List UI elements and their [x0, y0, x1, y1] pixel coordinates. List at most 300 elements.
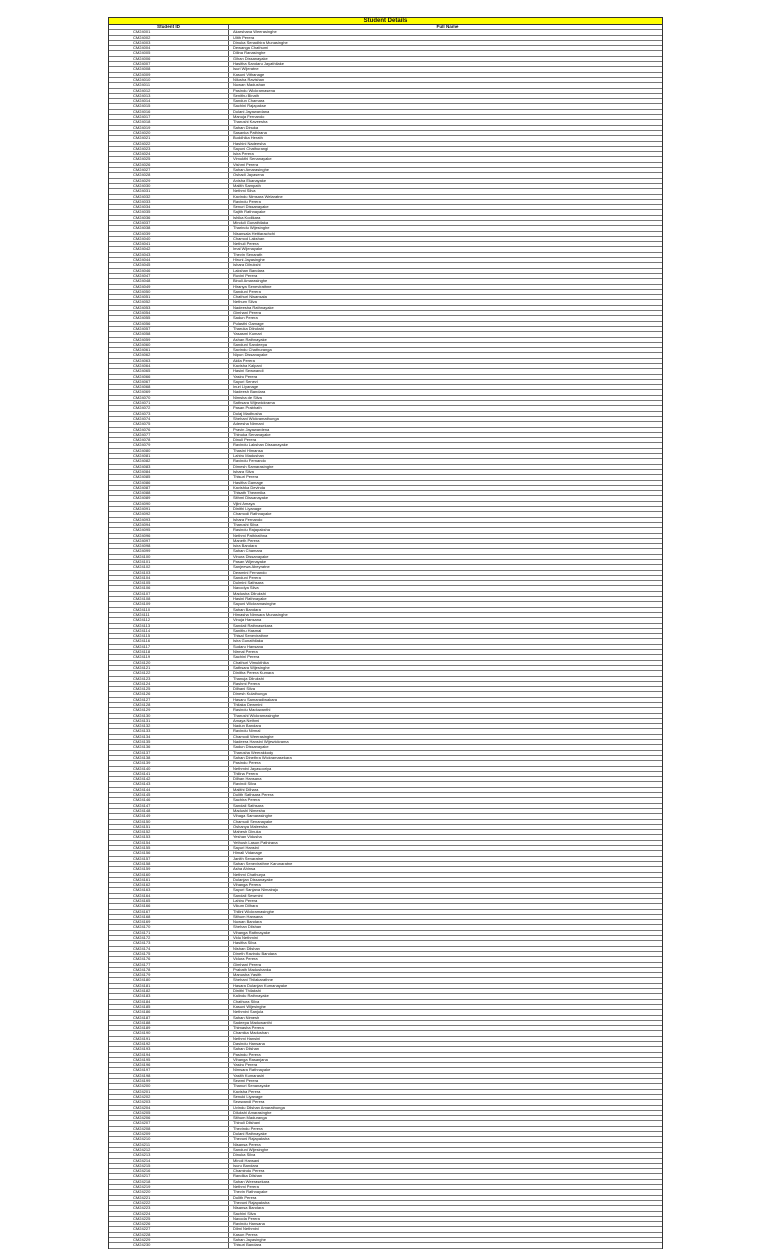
full-name-cell: Thilina Perera: [233, 771, 258, 776]
full-name-cell: Yasiru Perera: [233, 374, 258, 379]
student-id-cell: CM24091: [109, 507, 229, 511]
full-name-cell: Lakshan Bandara: [233, 268, 265, 273]
student-id-cell: CM24078: [109, 438, 229, 442]
student-id-cell: CM24043: [109, 253, 229, 257]
full-name-cell: Thasini Himansa: [233, 448, 263, 453]
full-name-cell: Vihanga Rasanjana: [233, 1057, 268, 1062]
full-name-cell: Gihan Dissanayake: [233, 56, 268, 61]
student-id-cell: CM24212: [109, 1148, 229, 1152]
student-id-cell: CM24076: [109, 428, 229, 432]
student-id-cell: CM24053: [109, 306, 229, 310]
full-name-cell: Lahiru Madushan: [233, 454, 264, 459]
full-name-cell: Pravin Jayawardena: [233, 427, 270, 432]
student-id-cell: CM24119: [109, 655, 229, 659]
student-id-cell: CM24096: [109, 534, 229, 538]
student-id-cell: CM24019: [109, 126, 229, 130]
full-name-cell: Dilhan Hansana: [233, 777, 262, 782]
full-name-cell: Hiranya Senevirathne: [233, 284, 272, 289]
full-name-cell: Anisha Ekanayake: [233, 178, 267, 183]
full-name-cell: Tharindu Wijesinghe: [233, 226, 270, 231]
student-id-cell: CM24157: [109, 857, 229, 861]
full-name-cell: Sanduni Sandeepa: [233, 342, 268, 347]
full-name-cell: Inuri Liyanage: [233, 385, 259, 390]
student-id-cell: CM24041: [109, 242, 229, 246]
full-name-cell: Sanduni Perera: [233, 575, 261, 580]
full-name-cell: Sayuni Wickramasinghe: [233, 602, 276, 607]
student-id-cell: CM24141: [109, 772, 229, 776]
student-id-cell: CM24198: [109, 1074, 229, 1078]
full-name-cell: Thisuri Perera: [233, 475, 259, 480]
full-name-cell: Vikum Dilhara: [233, 904, 258, 909]
student-id-cell: CM24143: [109, 782, 229, 786]
student-id-cell: CM24187: [109, 1016, 229, 1020]
full-name-cell: Lahiru Perera: [233, 898, 258, 903]
student-id-cell: CM24163: [109, 888, 229, 892]
student-id-cell: CM24171: [109, 931, 229, 935]
student-id-cell: CM24086: [109, 481, 229, 485]
full-name-cell: Sewmi Perera: [233, 1079, 259, 1084]
full-name-cell: Sayuri Hansini: [233, 846, 259, 851]
full-name-cell: Akarshana Weerasinghe: [233, 30, 277, 35]
full-name-cell: Chathura Silva: [233, 999, 260, 1004]
full-name-cell: Ravindu Hansana: [233, 1222, 265, 1227]
full-name-cell: Sandali Rathnasekara: [233, 623, 273, 628]
full-name-cell: Dulaj Madhusha: [233, 411, 262, 416]
full-name-cell: Nethmi Chathurya: [233, 872, 266, 877]
full-name-cell: Hashini Nadeesha: [233, 141, 266, 146]
student-id-cell: CM24027: [109, 168, 229, 172]
student-id-cell: CM24104: [109, 576, 229, 580]
student-id-cell: CM24002: [109, 36, 229, 40]
full-name-cell: Sasanka Pathirana: [233, 130, 267, 135]
student-id-cell: CM24147: [109, 804, 229, 808]
student-details-sheet: [108, 17, 663, 1249]
full-name-cell: Rashmi Perera: [233, 681, 260, 686]
full-name-cell: Dulani Jayawardana: [233, 109, 270, 114]
student-id-cell: CM24008: [109, 67, 229, 71]
full-name-cell: Maneth Perera: [233, 538, 260, 543]
student-id-cell: CM24058: [109, 332, 229, 336]
full-name-cell: Ravindu Fernando: [233, 459, 266, 464]
full-name-cell: Tharushi Wickramasinghe: [233, 713, 280, 718]
student-id-cell: CM24193: [109, 1047, 229, 1051]
full-name-cell: Hasini Rathnayake: [233, 597, 267, 602]
student-id-cell: CM24033: [109, 200, 229, 204]
full-name-cell: Kavisha Kalpani: [233, 364, 262, 368]
full-name-cell: Sandali Sathsara: [233, 803, 264, 808]
full-name-cell: Oshadi Jayasena: [233, 173, 264, 178]
student-id-cell: CM24006: [109, 57, 229, 61]
student-id-cell: CM24226: [109, 1222, 229, 1226]
student-id-cell: CM24203: [109, 1100, 229, 1104]
student-id-cell: CM24195: [109, 1058, 229, 1062]
student-id-cell: CM24161: [109, 878, 229, 882]
full-name-cell: Sachini Perera: [233, 655, 260, 660]
full-name-cell: Thisuri Bandara: [233, 1243, 262, 1248]
full-name-cell: Hasitha Gamage: [233, 480, 264, 485]
full-name-cell: Nimsara Rathnayake: [233, 1068, 271, 1073]
full-name-cell: Sadeepa Maduwanthi: [233, 1020, 272, 1025]
student-id-cell: CM24022: [109, 142, 229, 146]
full-name-cell: Sithum Hansana: [233, 914, 263, 919]
full-name-cell: Nipun Dissanayake: [233, 353, 268, 358]
student-id-cell: CM24225: [109, 1217, 229, 1221]
student-id-cell: CM24084: [109, 470, 229, 474]
full-name-cell: Dilina Ranasinghe: [233, 51, 266, 56]
full-name-cell: Kavindu Nimsara Welaratne: [233, 194, 283, 199]
full-name-cell: Nisansa Bandara: [233, 1206, 264, 1211]
full-name-cell: Nilusha Ravishan: [233, 77, 265, 82]
full-name-cell: Isuri Wijeratne: [233, 67, 259, 72]
full-name-cell: Tharuka Dilrukshi: [233, 326, 265, 331]
student-id-cell: CM24215: [109, 1164, 229, 1168]
student-id-cell: CM24190: [109, 1031, 229, 1035]
full-name-cell: Nethuli Perera: [233, 242, 259, 247]
student-id-cell: CM24114: [109, 629, 229, 633]
full-name-cell: Sadun Dissanayake: [233, 745, 269, 750]
student-id-cell: CM24213: [109, 1153, 229, 1157]
full-name-cell: Ishara Silva: [233, 469, 254, 474]
full-name-cell: Sahan Nimesh: [233, 1015, 260, 1020]
student-id-cell: CM24055: [109, 316, 229, 320]
full-name-cell: Sanjeewa Abeyratne: [233, 565, 270, 570]
student-id-cell: CM24200: [109, 1084, 229, 1088]
full-name-cell: Vimukthi Senanayake: [233, 157, 272, 162]
full-name-cell: Madushi Nimesha: [233, 808, 266, 813]
full-name-cell: Akila Perera: [233, 358, 255, 363]
student-id-cell: CM24137: [109, 751, 229, 755]
full-name-cell: Thevindu Perera: [233, 1126, 263, 1131]
student-id-cell: CM24040: [109, 237, 229, 241]
student-id-cell: CM24132: [109, 724, 229, 728]
student-id-cell: CM24140: [109, 767, 229, 771]
student-id-cell: CM24154: [109, 841, 229, 845]
full-name-cell: Sahan Senevirathne Karunaratne: [233, 861, 293, 866]
full-name-cell: Randika Dilshan: [233, 1174, 263, 1179]
full-name-cell: Sathsara Wijewickrama: [233, 401, 275, 406]
full-name-cell: Sithum Maduranga: [233, 1116, 267, 1121]
full-name-cell: Sachini Rajapakse: [233, 104, 267, 109]
full-name-cell: Ravindi Silva: [233, 782, 257, 787]
full-name-cell: Rasindu Rajapaksha: [233, 528, 270, 533]
full-name-cell: Ravindu Lakshan Dissanayake: [233, 443, 288, 448]
student-id-cell: CM24178: [109, 968, 229, 972]
full-name-cell: Dinesh Kulathunga: [233, 692, 267, 697]
full-name-cell: Pasan Wijenayake: [233, 559, 267, 564]
student-id-cell: CM24172: [109, 936, 229, 940]
student-id-cell: CM24118: [109, 650, 229, 654]
student-id-cell: CM24079: [109, 443, 229, 447]
header-full-name: Full Name: [436, 25, 459, 29]
student-id-cell: CM24005: [109, 51, 229, 55]
full-name-cell: Vidu Nethmini: [233, 936, 258, 941]
student-id-cell: CM24017: [109, 115, 229, 119]
student-id-cell: CM24152: [109, 830, 229, 834]
student-id-cell: CM24047: [109, 274, 229, 278]
student-id-cell: CM24044: [109, 258, 229, 262]
student-id-cell: CM24216: [109, 1169, 229, 1173]
full-name-cell: Tharushi Silva: [233, 522, 259, 527]
student-id-cell: CM24049: [109, 285, 229, 289]
full-name-cell: Kasuni Wijesinghe: [233, 1004, 266, 1009]
student-id-cell: CM24087: [109, 486, 229, 490]
full-name-cell: Vishmi Perera: [233, 162, 259, 167]
full-name-cell: Dulanjan Dissanayake: [233, 877, 273, 882]
student-id-cell: CM24012: [109, 89, 229, 93]
full-name-cell: Hasaru Samaradiwakara: [233, 697, 278, 702]
full-name-cell: Janith Senaratne: [233, 856, 264, 861]
student-id-cell: CM24133: [109, 729, 229, 733]
full-name-cell: Kalindu Rathnayake: [233, 994, 269, 999]
full-name-cell: Pasan Prabhath: [233, 406, 262, 411]
student-id-cell: CM24112: [109, 618, 229, 622]
student-id-cell: CM24168: [109, 915, 229, 919]
student-id-cell: CM24010: [109, 78, 229, 82]
full-name-cell: Sudaru Hansana: [233, 644, 264, 649]
student-id-cell: CM24185: [109, 1005, 229, 1009]
student-id-cell: CM24071: [109, 401, 229, 405]
full-name-cell: Sahan Amarasinghe: [233, 168, 270, 173]
full-name-cell: Himasha Nimsara Munasinghe: [233, 612, 288, 617]
student-id-cell: CM24077: [109, 433, 229, 437]
full-name-cell: Vihaga Samarasinghe: [233, 814, 273, 819]
student-id-cell: CM24015: [109, 104, 229, 108]
student-id-cell: CM24169: [109, 920, 229, 924]
full-name-cell: Chathuri Nisansala: [233, 295, 267, 300]
full-name-cell: Nethmini Jayasooriya: [233, 766, 272, 771]
student-id-cell: CM24227: [109, 1227, 229, 1231]
student-id-cell: CM24057: [109, 327, 229, 331]
full-name-cell: Senuri Dissanayake: [233, 205, 269, 210]
student-id-cell: CM24149: [109, 814, 229, 818]
full-name-cell: Ashan Rathnayake: [233, 337, 267, 342]
student-id-cell: CM24188: [109, 1021, 229, 1025]
student-id-cell: CM24007: [109, 62, 229, 66]
student-id-cell: CM24220: [109, 1190, 229, 1194]
full-name-cell: Pasindu Perera: [233, 761, 261, 766]
full-name-cell: Yeshan Vidusha: [233, 835, 262, 840]
student-id-cell: CM24214: [109, 1159, 229, 1163]
student-id-cell: CM24229: [109, 1238, 229, 1242]
student-id-cell: CM24075: [109, 422, 229, 426]
full-name-cell: Sajith Rathnayake: [233, 210, 266, 215]
student-id-cell: CM24117: [109, 645, 229, 649]
student-id-cell: CM24016: [109, 110, 229, 114]
full-name-cell: Imal Wijenayake: [233, 247, 263, 252]
full-name-cell: Hasitha Silva: [233, 941, 257, 946]
student-id-cell: CM24063: [109, 359, 229, 363]
full-name-cell: Ravindu Nirmal: [233, 729, 261, 734]
student-id-cell: CM24090: [109, 502, 229, 506]
student-id-cell: CM24145: [109, 793, 229, 797]
full-name-cell: Sanduni Wijesinghe: [233, 1147, 269, 1152]
full-name-cell: Sandun Chamara: [233, 99, 265, 104]
full-name-cell: Rasindu Maduwanthi: [233, 708, 271, 713]
student-id-cell: CM24037: [109, 221, 229, 225]
full-name-cell: Pasindu Perera: [233, 1052, 261, 1057]
full-name-cell: Nethmi Silva: [233, 189, 256, 194]
student-id-cell: CM24025: [109, 157, 229, 161]
full-name-cell: Sachini Silva: [233, 1211, 256, 1216]
student-id-cell: CM24176: [109, 957, 229, 961]
student-id-cell: CM24120: [109, 661, 229, 665]
student-id-cell: CM24107: [109, 592, 229, 596]
full-name-cell: Prabath Madushanka: [233, 967, 272, 972]
student-id-cell: CM24184: [109, 1000, 229, 1004]
full-name-cell: Sanithu Hasmal: [233, 628, 262, 633]
student-id-cell: CM24155: [109, 846, 229, 850]
student-id-cell: CM24093: [109, 518, 229, 522]
student-id-cell: CM24134: [109, 735, 229, 739]
full-name-cell: Tharushi Kaveesha: [233, 120, 268, 125]
table-row: [109, 1243, 662, 1248]
full-name-cell: Dilmi Nethmini: [233, 1227, 259, 1232]
student-id-cell: CM24060: [109, 343, 229, 347]
full-name-cell: Dewanga Chathumi: [233, 46, 269, 51]
student-id-cell: CM24206: [109, 1116, 229, 1120]
student-id-cell: CM24164: [109, 894, 229, 898]
full-name-cell: Vidura Perera: [233, 957, 258, 962]
student-id-cell: CM24054: [109, 311, 229, 315]
full-name-cell: Nethmini Sanjula: [233, 1010, 264, 1015]
full-name-cell: Dulith Sathsara Perera: [233, 793, 274, 798]
full-name-cell: Thinuka Senanayake: [233, 432, 271, 437]
student-id-cell: CM24179: [109, 973, 229, 977]
full-name-cell: Nishan Dilshan: [233, 946, 260, 951]
sheet-title: Student Details: [109, 17, 662, 25]
full-name-cell: Sanduni Perera: [233, 289, 261, 294]
student-id-cell: CM24211: [109, 1143, 229, 1147]
student-id-cell: CM24191: [109, 1037, 229, 1041]
student-id-cell: CM24151: [109, 825, 229, 829]
student-id-cell: CM24183: [109, 994, 229, 998]
student-id-cell: CM24046: [109, 269, 229, 273]
full-name-cell: Chamod Lakshan: [233, 236, 265, 241]
student-id-cell: CM24228: [109, 1233, 229, 1237]
student-id-cell: CM24032: [109, 195, 229, 199]
student-id-cell: CM24197: [109, 1068, 229, 1072]
student-id-cell: CM24166: [109, 904, 229, 908]
student-id-cell: CM24173: [109, 941, 229, 945]
student-id-cell: CM24098: [109, 544, 229, 548]
full-name-cell: Kasuni Vithanage: [233, 72, 265, 77]
student-id-cell: CM24030: [109, 184, 229, 188]
student-id-cell: CM24146: [109, 798, 229, 802]
student-id-cell: CM24222: [109, 1201, 229, 1205]
student-id-cell: CM24014: [109, 99, 229, 103]
student-id-cell: CM24208: [109, 1127, 229, 1131]
student-id-cell: CM24192: [109, 1042, 229, 1046]
student-id-cell: CM24068: [109, 385, 229, 389]
full-name-cell: Dasindu Hansana: [233, 1042, 265, 1046]
full-name-cell: Hiruni Jayasinghe: [233, 258, 265, 263]
student-id-cell: CM24122: [109, 671, 229, 675]
full-name-cell: Thanuri Senanayake: [233, 1084, 270, 1089]
full-name-cell: Adeesha Nirmani: [233, 422, 264, 427]
full-name-cell: Ruvini Perera: [233, 273, 258, 278]
student-id-cell: CM24142: [109, 777, 229, 781]
full-name-cell: Nuwan Madushan: [233, 83, 266, 88]
student-id-cell: CM24067: [109, 380, 229, 384]
student-id-cell: CM24038: [109, 226, 229, 230]
student-id-cell: CM24150: [109, 820, 229, 824]
student-id-cell: CM24189: [109, 1026, 229, 1030]
full-name-cell: Senithu Binath: [233, 93, 260, 98]
full-name-cell: Dilhani Silva: [233, 687, 256, 692]
full-name-cell: Nuwan Bandara: [233, 920, 262, 925]
student-id-cell: CM24196: [109, 1063, 229, 1067]
full-name-cell: Hasitha Sandaru Jayathilake: [233, 62, 284, 67]
student-id-cell: CM24217: [109, 1174, 229, 1178]
student-id-cell: CM24158: [109, 862, 229, 866]
full-name-cell: Pasindu Wickramasena: [233, 88, 276, 93]
full-name-cell: Hasara Dulanjan Kumanayake: [233, 983, 288, 988]
student-id-cell: CM24194: [109, 1053, 229, 1057]
student-id-cell: CM24148: [109, 809, 229, 813]
header-student-id: Student ID: [109, 25, 229, 29]
student-id-cell: CM24123: [109, 677, 229, 681]
student-id-cell: CM24088: [109, 491, 229, 495]
student-id-cell: CM24009: [109, 73, 229, 77]
student-id-cell: CM24020: [109, 131, 229, 135]
student-id-cell: CM24102: [109, 565, 229, 569]
full-name-cell: Nethum Silva: [233, 300, 257, 305]
student-id-cell: CM24081: [109, 454, 229, 458]
full-name-cell: Gimhani Perera: [233, 962, 262, 967]
full-name-cell: Yethush Lasun Pathirana: [233, 840, 278, 845]
full-name-cell: Shehani Thilakarathne: [233, 978, 273, 983]
full-name-cell: Sathsara Wijesinghe: [233, 665, 270, 670]
student-id-cell: CM24109: [109, 602, 229, 606]
full-name-cell: Thisath Thewmika: [233, 491, 266, 496]
full-name-cell: Vihanga Rathnayake: [233, 930, 271, 935]
student-id-cell: CM24108: [109, 597, 229, 601]
student-id-cell: CM24028: [109, 173, 229, 177]
full-name-cell: Isira Gunathilaka: [233, 639, 264, 644]
student-id-cell: CM24045: [109, 263, 229, 267]
full-name-cell: Oshanya Maleesha: [233, 824, 268, 829]
full-name-cell: Sadun Perera: [233, 316, 258, 321]
full-name-cell: Sandali Sewmini: [233, 893, 263, 898]
full-name-cell: Nisansala Hettiarachchi: [233, 231, 276, 236]
student-id-cell: CM24082: [109, 459, 229, 463]
student-id-cell: CM24202: [109, 1095, 229, 1099]
student-id-cell: CM24052: [109, 300, 229, 304]
full-name-cell: Yasiru Perera: [233, 1063, 258, 1068]
full-name-cell: Sayuri Senevi: [233, 379, 258, 384]
student-id-cell: CM24219: [109, 1185, 229, 1189]
full-name-cell: Thevin Senarath: [233, 252, 263, 257]
student-id-cell: CM24181: [109, 984, 229, 988]
student-id-cell: CM24136: [109, 745, 229, 749]
full-name-cell: Sayuni Chathurangi: [233, 146, 269, 151]
student-id-cell: CM24099: [109, 549, 229, 553]
student-id-cell: CM24201: [109, 1090, 229, 1094]
full-name-cell: Minduli Gunathilaka: [233, 220, 269, 225]
student-id-cell: CM24066: [109, 375, 229, 379]
student-id-cell: CM24159: [109, 867, 229, 871]
student-id-cell: CM24070: [109, 396, 229, 400]
student-id-cell: CM24127: [109, 698, 229, 702]
full-name-cell: Ishika Kodikara: [233, 215, 261, 220]
student-id-cell: CM24092: [109, 512, 229, 516]
student-id-cell: CM24139: [109, 761, 229, 765]
full-name-cell: Chamodi Weerasinghe: [233, 734, 274, 739]
student-id-cell: CM24124: [109, 682, 229, 686]
full-name-cell: Sahan Dinethra Wickramasekara: [233, 755, 292, 760]
student-id-cell: CM24050: [109, 290, 229, 294]
student-id-cell: CM24095: [109, 528, 229, 532]
